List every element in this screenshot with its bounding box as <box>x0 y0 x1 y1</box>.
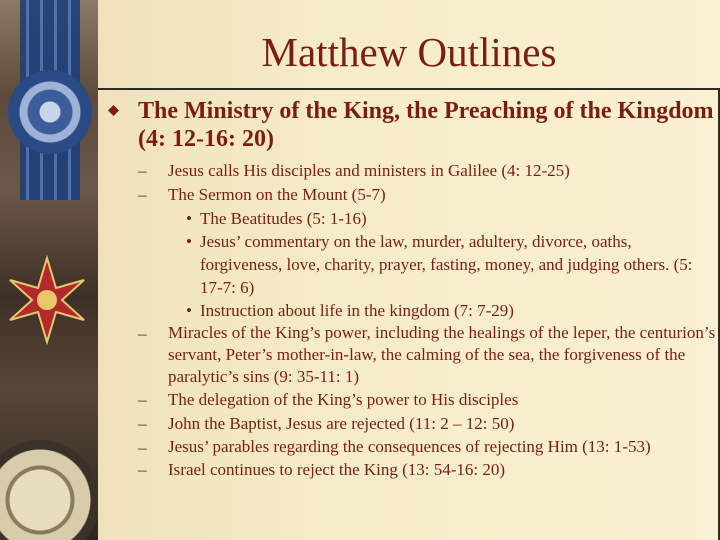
main-bullet-text: The Ministry of the King, the Preaching of the Kingdom (4: 12-16: 20) <box>138 98 714 152</box>
frame-divider <box>98 88 720 90</box>
rosette-image <box>8 70 92 154</box>
list-item: • Jesus’ commentary on the law, murder, adultery, divorce, oaths, forgiveness, love, charity, prayer, fasting, money, and judging others. (5: 17-7: 6) <box>186 232 693 297</box>
list-item: – John the Baptist, Jesus are rejected (11: 2 – 12: 50) <box>138 414 515 433</box>
slide-content <box>98 0 720 540</box>
sub-point-list <box>138 159 716 482</box>
list-item: – Jesus calls His disciples and ministers in Galilee (4: 12-25) <box>138 161 570 180</box>
list-item: • Instruction about life in the kingdom (7: 7-29) <box>186 301 514 320</box>
list-item: – Israel continues to reject the King (13: 54-16: 20) <box>138 460 506 479</box>
list-item: – The Sermon on the Mount (5-7) • The Beatitudes (5: 1-16) • Jesus’ commentary on the law, murder, adultery, divorce, oaths, forgiveness, love, charity, prayer, fasting, money, and judging others. (5: 17-7: 6) • Instruction about life in the kingdom (7: 7-29) <box>138 183 716 322</box>
maltese-cross-icon <box>4 250 90 350</box>
list-item: – The delegation of the King’s power to His disciples <box>138 390 519 409</box>
sermon-sub-list <box>138 207 716 322</box>
list-item: – Jesus’ parables regarding the consequences of rejecting Him (13: 1-53) <box>138 437 651 457</box>
decorative-medal-photo <box>0 0 98 540</box>
main-bullet <box>108 97 714 153</box>
list-item: • The Beatitudes (5: 1-16) <box>186 209 367 228</box>
diamond-bullet-icon <box>108 105 119 116</box>
list-item: – Miracles of the King’s power, including the healings of the leper, the centurion’s servant, Peter’s mother-in-law, the calming of the sea, the forgiveness of the paralytic’s sins (9: 35-11: 1) <box>138 323 716 386</box>
compass-image <box>0 440 98 540</box>
slide-title: Matthew Outlines <box>261 29 557 75</box>
